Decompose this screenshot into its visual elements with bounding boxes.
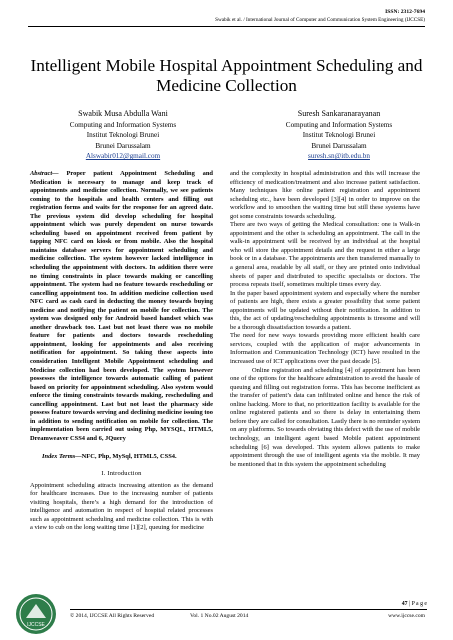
journal-logo [14,592,58,636]
author-block-2 [254,109,424,162]
right-column [230,170,420,469]
footer-url[interactable]: www.ijccse.com [388,613,425,619]
author-name: Suresh Sankaranarayanan [297,109,381,118]
author-name: Swabik Musa Abdulla Wani [78,109,168,118]
paper-title: Intelligent Mobile Hospital Appointment Scheduling and Medicine Collection [30,56,423,95]
author-dept: Computing and Information Systems [69,120,177,129]
author-location: Brunei Darussalam [95,141,151,150]
author-dept: Computing and Information Systems [285,120,393,129]
body-paragraph: There are two ways of getting the Medical consultation: one is Walk-in appointment and the other is scheduling an appointment. The call in the walk-in appointment will be received by an individual at the hospital who will store the appointment details and the request in either a large book or in a database. The appointments are then transferred manually to a general area, readable by all staff, or they are printed onto individual sheets of paper and distributed to specific specialists or doctors. The process repeats itself, sometimes multiple times every day. [230,221,420,289]
body-paragraph: Online registration and scheduling [4] of appointment has been one of the options for the healthcare administration to avoid the hassle of queuing and filling out registration forms. This has become inefficient as the transfer of patient’s data can infiltrated online and hence the risk of online hacking. More to that, no prioritization facility is available for the online registered patients and so there is delay in entertaining them before they are called for consultation. Lastly there is no reminder system on any platforms. So towards obviating this defect with the use of mobile technology, an intelligent agent based Mobile patient appointment scheduling [6] was developed. This system allows patients to make appointment through the use of intelligent agents via the mobile. It may be mentioned that in this system the appointment scheduling [230,366,420,468]
page-number: 47 | P a g e [401,601,427,607]
abstract-label: Abstract— [30,170,59,177]
logo-text: IJCCSE [27,622,45,628]
footer-copyright: © 2014, IJCCSE All Rights Reserved [70,613,155,619]
index-terms [30,453,213,462]
body-paragraph: and the complexity in hospital administration and this will increase the efficiency of medication/treatment and also increase patient satisfaction. Many techniques like online patient registration and appointment scheduling etc., have been developed [3][4] in order to improve on the workflow and to smoothen the waiting time but still these systems have got some constraints towards scheduling. [230,170,420,220]
body-paragraph: In the paper based appointment system and especially where the number of patients are high, there exists a greater possibility that some patient appointments will be updated without their notification. In addition to this, the act of updating/rescheduling appointments is tiresome and will be a thorough dissatisfaction towards a patient. [230,289,420,331]
body-paragraph: The need for new ways towards providing more efficient health care services, coupled with the application of major advancements in Information and Communication Technology (ICT) have resulted in the increased use of ICT applications over the past decade [5]. [230,332,420,366]
author-institution: Institut Teknologi Brunei [302,131,376,140]
abstract [30,170,213,444]
author-institution: Institut Teknologi Brunei [86,131,160,140]
section-heading-introduction: I. Introduction [101,470,142,478]
journal-issn: ISSN: 2312-7694 [385,9,425,15]
author-location: Brunei Darussalam [311,141,367,150]
author-block-1 [38,109,208,162]
footer-volume: Vol. 1 No.02 August 2014 [190,613,249,619]
abstract-text: Proper patient Appointment Scheduling and Medication is necessary to manage and keep track of appointments and medicine collection. Normally, we see patients coming to the hospitals and health centers and filling out registration forms and waits for the response for an agreed date. The previous system did develop scheduling for hospital appointment which was purely dependent on nurse towards scheduling based on appointment received from patient by tapping NFC card on kiosk or from mobile. Also the hospital maintains database servers for appointment scheduling and medicine collection. The system however lacked intelligence in scheduling the appointment with doctors. In addition there were no timing constraints in place towards making or cancelling appointment. The system had no feature towards rescheduling or cancelling appointment too. In addition medicine collection used NFC card as cash card in deducting the money towards buying medicine and notifying the patient on mobile for collection. The system was designed only for Android based handset which was another drawback too. Last but not least there was no mobile feature for patients and doctors towards rescheduling appointment, looking for appointments and also receiving notification for appointment. So taking these aspects into consideration Intelligent Mobile Appointment scheduling and Medicine collection had been developed. The system however possesses the intelligence towards automatic calling of patient based on priority for appointment scheduling. Also system would enforce the timing constraints towards making, rescheduling and cancelling appointment. Last but not least the pharmacy side possess feature towards serving and declining medicine issuing too in addition to sending notification on mobile for collection. The implementation been carried out using Php, MYSQL, HTML5, Dreamweaver CSS4 and 6, JQuery [30,170,213,442]
index-terms-label: Index Terms— [42,452,82,460]
left-column [30,170,213,533]
author-email-link[interactable]: Alswabir012@gmail.com [85,152,161,161]
journal-citation: Swabik et al. / International Journal of Computer and Communication System Engineering (IJCCSE) [215,17,425,23]
index-terms-text: NFC, Php, MySql, HTML5, CSS4. [81,452,177,460]
intro-paragraph: Appointment scheduling attracts increasing attention as the demand for healthcare increases. Due to the increasing number of patients visiting hospitals, there’s a high demand for the introduction of intelligence and automation in respect of hospital related processes such as appointment scheduling and medicine collection. This is with a view to cub on the long waiting time [1][2], queuing for medicine [30,481,213,532]
footer-divider [70,609,427,610]
header-divider [28,26,425,27]
author-email-link[interactable]: suresh.sn@itb.edu.bn [308,152,370,161]
